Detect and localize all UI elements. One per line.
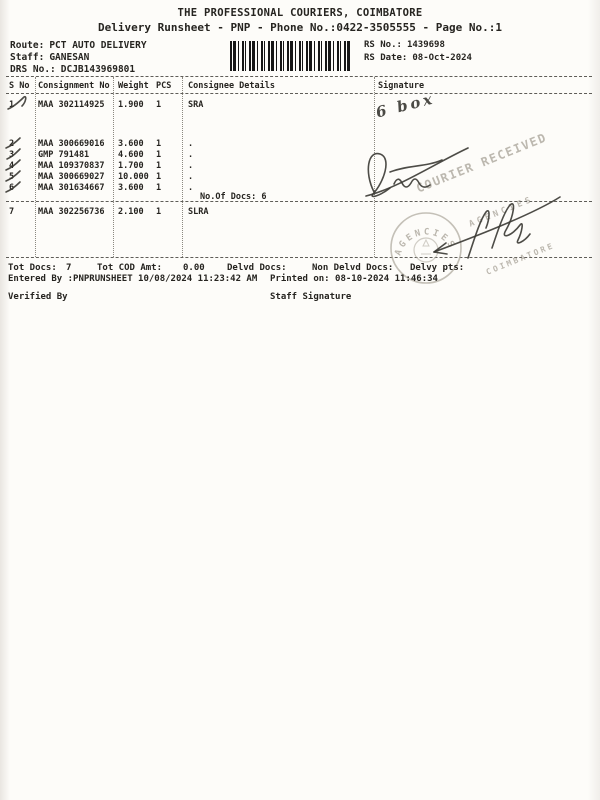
table-row-consignee: . bbox=[188, 161, 194, 171]
table-row-consignment: MAA 302256736 bbox=[38, 207, 105, 217]
table-row-sno: 4 bbox=[9, 161, 15, 171]
table-row-sno: 6 bbox=[9, 183, 15, 193]
staff-value: GANESAN bbox=[49, 52, 90, 63]
drs-label: DRS No.: bbox=[10, 64, 56, 75]
table-column-divider bbox=[113, 77, 114, 257]
rs-no-value: 1439698 bbox=[406, 40, 445, 50]
table-row-consignment: MAA 300669016 bbox=[38, 139, 105, 149]
tot-docs-value: 7 bbox=[66, 263, 72, 273]
tot-cod-label: Tot COD Amt: bbox=[97, 263, 163, 273]
rs-date-line bbox=[364, 53, 472, 63]
tot-docs-label: Tot Docs: bbox=[8, 263, 57, 273]
received-stamp-line2: AGENCIES bbox=[467, 194, 536, 230]
table-row-weight: 3.600 bbox=[118, 139, 144, 149]
no-of-docs-note: No.Of Docs: 6 bbox=[200, 192, 267, 202]
table-row-consignment: GMP 791481 bbox=[38, 150, 90, 160]
route-line bbox=[10, 40, 147, 51]
table-row-consignee: SLRA bbox=[188, 207, 209, 217]
table-row-weight: 2.100 bbox=[118, 207, 144, 217]
rs-date-value: 08-Oct-2024 bbox=[412, 53, 472, 63]
table-row-pcs: 1 bbox=[156, 183, 162, 193]
table-row-consignee: . bbox=[188, 139, 194, 149]
printed-on-line: Printed on: 08-10-2024 11:46:34 bbox=[270, 274, 438, 284]
table-row-sno: 7 bbox=[9, 207, 15, 217]
table-row-consignment: MAA 301634667 bbox=[38, 183, 105, 193]
table-row-consignment: MAA 302114925 bbox=[38, 100, 105, 110]
table-row-pcs: 1 bbox=[156, 139, 162, 149]
received-stamp-line1: COURIER RECEIVED bbox=[414, 130, 549, 196]
table-row-weight: 1.700 bbox=[118, 161, 144, 171]
table-row-sno: 1 bbox=[9, 100, 15, 110]
table-row-consignment: MAA 300669027 bbox=[38, 172, 105, 182]
received-stamp-line3: COIMBATORE bbox=[484, 240, 556, 277]
table-border-header bbox=[6, 93, 592, 94]
col-header-weight: Weight bbox=[118, 81, 149, 91]
staff-signature-label: Staff Signature bbox=[270, 292, 352, 302]
non-delvd-docs-label: Non Delvd Docs: bbox=[312, 263, 394, 273]
verified-by-label: Verified By bbox=[8, 292, 68, 302]
table-column-divider bbox=[182, 77, 183, 257]
staff-label: Staff: bbox=[10, 52, 45, 63]
route-value: PCT AUTO DELIVERY bbox=[49, 40, 147, 51]
drs-value: DCJB143969801 bbox=[60, 64, 136, 75]
table-row-consignee: . bbox=[188, 183, 194, 193]
barcode bbox=[230, 41, 352, 71]
company-title: THE PROFESSIONAL COURIERS, COIMBATORE bbox=[177, 7, 423, 19]
delvd-docs-label: Delvd Docs: bbox=[227, 263, 287, 273]
table-row-sno: 3 bbox=[9, 150, 15, 160]
table-row-pcs: 1 bbox=[156, 100, 162, 110]
table-row-pcs: 1 bbox=[156, 172, 162, 182]
delivery-check-scribble bbox=[420, 192, 570, 267]
drs-number-line bbox=[10, 64, 135, 75]
rs-number-line bbox=[364, 40, 445, 50]
table-row-consignment: MAA 109370837 bbox=[38, 161, 105, 171]
table-row-weight: 4.600 bbox=[118, 150, 144, 160]
table-row-consignee: . bbox=[188, 150, 194, 160]
table-row-pcs: 1 bbox=[156, 150, 162, 160]
rs-no-label: RS No.: bbox=[364, 40, 402, 50]
staff-line bbox=[10, 52, 89, 63]
table-row-consignee: . bbox=[188, 172, 194, 182]
handwritten-box-count-note: 6 box bbox=[374, 89, 437, 122]
col-header-signature: Signature bbox=[378, 81, 425, 91]
col-header-sno: S No bbox=[9, 81, 30, 91]
table-row-pcs: 1 bbox=[156, 207, 162, 217]
col-header-consignment: Consignment No bbox=[38, 81, 110, 91]
entered-by-line: Entered By :PNPRUNSHEET 10/08/2024 11:23:42 AM bbox=[8, 274, 258, 284]
table-row-sno: 5 bbox=[9, 172, 15, 182]
table-row-weight: 1.900 bbox=[118, 100, 144, 110]
table-border-top bbox=[6, 76, 592, 77]
rs-date-label: RS Date: bbox=[364, 53, 408, 63]
handwritten-tick-marks bbox=[2, 95, 38, 200]
table-row-pcs: 1 bbox=[156, 161, 162, 171]
col-header-pcs: PCS bbox=[156, 81, 172, 91]
delvy-pts-label: Delvy pts: bbox=[410, 263, 465, 273]
runsheet-subtitle: Delivery Runsheet - PNP - Phone No.:0422-3505555 - Page No.:1 bbox=[98, 21, 502, 34]
table-row-consignee: SRA bbox=[188, 100, 204, 110]
table-row-weight: 10.000 bbox=[118, 172, 149, 182]
route-label: Route: bbox=[10, 40, 45, 51]
col-header-consignee: Consignee Details bbox=[188, 81, 275, 91]
round-stamp-arc-text: AGENCIES bbox=[393, 227, 458, 258]
table-row-sno: 2 bbox=[9, 139, 15, 149]
table-row-weight: 3.600 bbox=[118, 183, 144, 193]
tot-cod-value: 0.00 bbox=[183, 263, 205, 273]
